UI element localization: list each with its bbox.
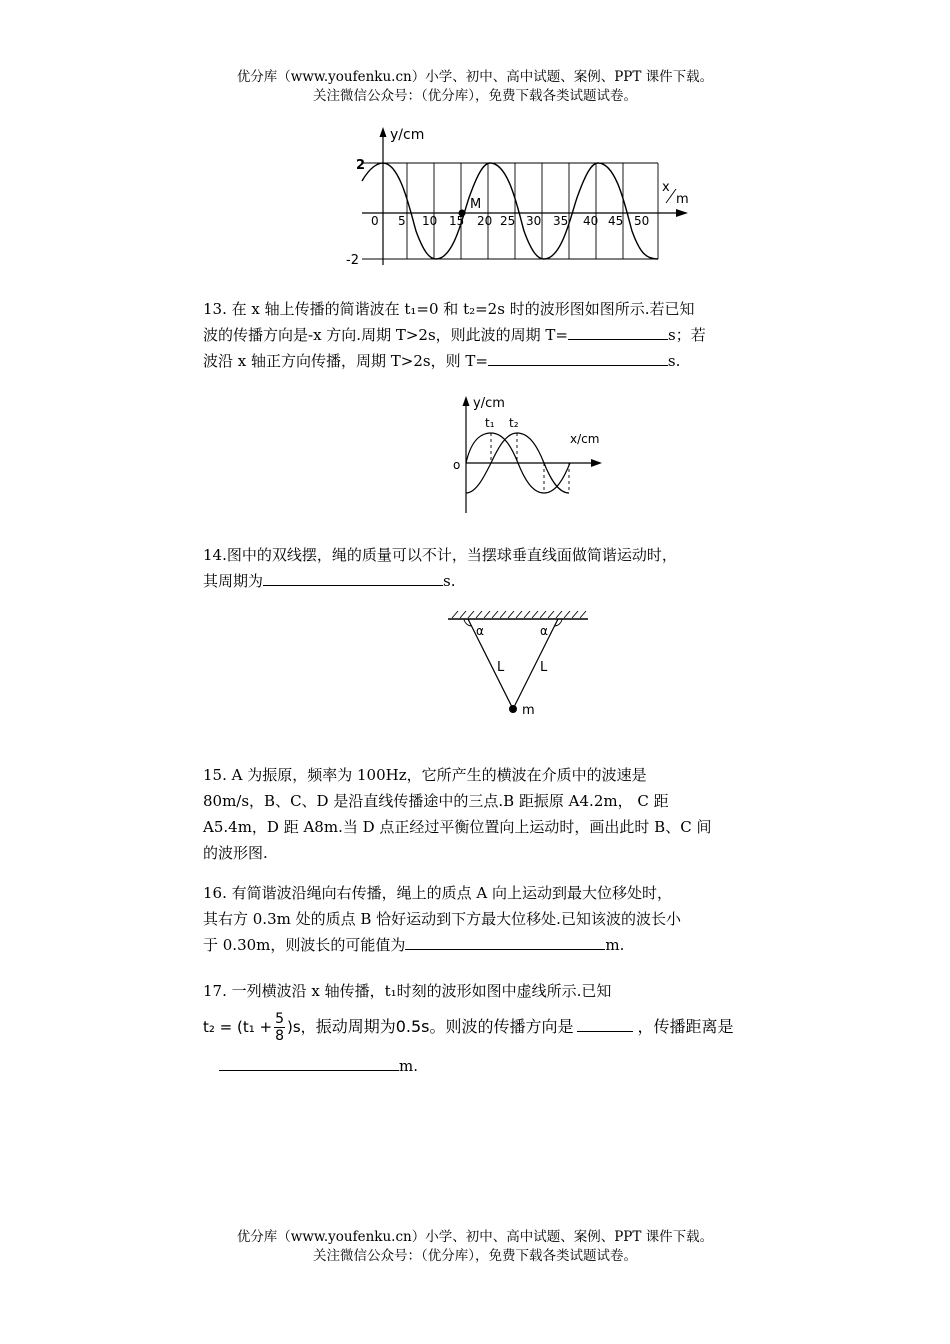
header-line-1: 优分库（www.youfenku.cn）小学、初中、高中试题、案例、PPT 课件下载。: [236, 69, 714, 85]
q17-line-1: 17. 一列横波沿 x 轴传播，t₁时刻的波形如图中虚线所示.已知: [203, 982, 612, 1000]
sine-wave-curve: [362, 163, 658, 259]
q15-line-1: 15. A 为振原，频率为 100Hz，它所产生的横波在介质中的波速是: [203, 766, 647, 784]
x-axis-label-m: m: [676, 192, 689, 207]
question-14: [203, 542, 803, 594]
footer-line-2: 关注微信公众号：（优分库），免费下载各类试题试卷。: [313, 1248, 637, 1264]
q17-fraction-denominator: 8: [275, 1028, 285, 1044]
q14-line-2: [203, 568, 803, 594]
mass-label: m: [522, 703, 535, 718]
q15-line-4: 的波形图.: [203, 844, 268, 862]
q13-line-3: [203, 348, 803, 374]
length-l-right: L: [540, 660, 548, 675]
q16-text: 于 0.30m，则波长的可能值为: [203, 936, 406, 954]
y-max-label: 2: [356, 158, 366, 173]
pendulum-figure: [446, 607, 596, 717]
wave-graph-figure: [340, 125, 700, 270]
length-l-left: L: [497, 660, 505, 675]
x-tick-label: 45: [608, 214, 624, 228]
point-m-label: M: [470, 197, 482, 212]
q16-line-2: 其右方 0.3m 处的质点 B 恰好运动到下方最大位移处.已知该波的波长小: [203, 910, 681, 928]
y-min-label: -2: [346, 253, 359, 268]
q15-line-2: 80m/s，B、C、D 是沿直线传播途中的三点.B 距振原 A4.2m， C 距: [203, 792, 669, 810]
q14-text: s.: [443, 572, 456, 590]
q13-text: 波沿 x 轴正方向传播，周期 T>2s，则 T=: [203, 352, 488, 370]
q15-line-3: A5.4m，D 距 A8m.当 D 点正经过平衡位置向上运动时，画出此时 B、C 间: [203, 818, 712, 836]
q13-answer-blank-1[interactable]: [568, 322, 668, 340]
angle-alpha-right: α: [540, 624, 548, 638]
x-axis-label-x: x: [662, 180, 670, 195]
x-tick-label: 35: [553, 214, 569, 228]
header-line-2: 关注微信公众号：（优分库），免费下载各类试题试卷。: [313, 88, 637, 104]
q13-line-1: 13. 在 x 轴上传播的简谐波在 t₁=0 和 t₂=2s 时的波形图如图所示.若已知: [203, 300, 695, 318]
x-tick-label: 25: [500, 214, 516, 228]
q13-text: 波的传播方向是-x 方向.周期 T>2s，则此波的周期 T=: [203, 326, 568, 344]
q16-text: m.: [605, 936, 625, 954]
question-17: [203, 978, 803, 1004]
q17-line-3: [219, 1053, 819, 1079]
q13-line-2: [203, 322, 803, 348]
t1-label: t₁: [485, 416, 495, 430]
q14-answer-blank[interactable]: [263, 568, 443, 586]
q16-line-1: 16. 有简谐波沿绳向右传播，绳上的质点 A 向上运动到最大位移处时，: [203, 884, 672, 902]
x-tick-label: 0: [371, 214, 379, 228]
q17-text: m.: [399, 1057, 418, 1075]
y-axis-label: y/cm: [473, 396, 505, 411]
x-tick-label: 50: [634, 214, 650, 228]
q13-text: s；若: [668, 326, 706, 344]
question-13: [203, 296, 803, 374]
x-tick-label: 30: [526, 214, 542, 228]
two-wave-figure: [448, 393, 608, 515]
q16-line-3: [203, 932, 803, 958]
q13-text: s.: [667, 352, 681, 370]
q17-answer-blank-1[interactable]: [577, 1014, 633, 1032]
x-axis-label: x/cm: [570, 432, 600, 446]
q17-text: 振动周期为0.5s。则波的传播方向是: [315, 1017, 574, 1036]
question-16: [203, 880, 803, 958]
q17-fraction: [274, 1011, 285, 1044]
angle-alpha-left: α: [476, 624, 484, 638]
q17-formula: t₂ = (t₁ +: [203, 1018, 273, 1036]
x-tick-label: 40: [583, 214, 599, 228]
q17-formula: )s，: [287, 1018, 316, 1036]
q17-answer-blank-2[interactable]: [219, 1053, 399, 1071]
q17-fraction-numerator: 5: [275, 1011, 285, 1027]
question-15: [203, 762, 803, 866]
q14-line-1: 14.图中的双线摆，绳的质量可以不计，当摆球垂直线面做简谐运动时，: [203, 546, 677, 564]
y-axis-label: y/cm: [390, 127, 425, 143]
x-tick-label: 15: [449, 214, 465, 228]
q13-answer-blank-2[interactable]: [488, 348, 668, 366]
q16-answer-blank[interactable]: [405, 932, 605, 950]
x-tick-label: 5: [398, 214, 406, 228]
t2-label: t₂: [509, 416, 519, 430]
origin-label: o: [453, 458, 461, 472]
q17-text: ，传播距离是: [637, 1017, 734, 1036]
x-tick-label: 20: [477, 214, 493, 228]
footer-line-1: 优分库（www.youfenku.cn）小学、初中、高中试题、案例、PPT 课件下载。: [236, 1229, 714, 1245]
pendulum-ball: [509, 705, 517, 713]
x-tick-label: 10: [422, 214, 438, 228]
q17-line-2: [203, 1006, 803, 1048]
q14-text: 其周期为: [203, 572, 264, 590]
